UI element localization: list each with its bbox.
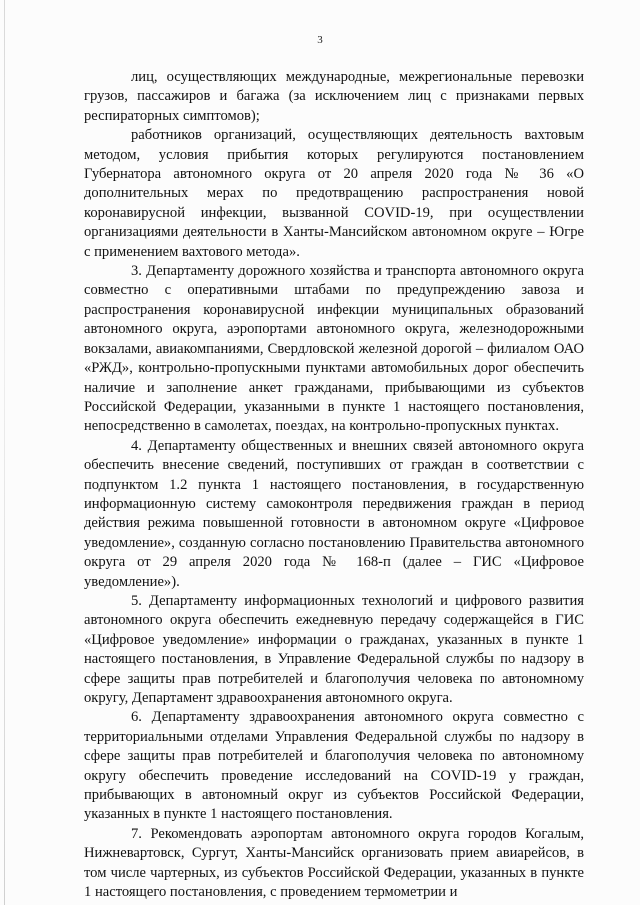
paragraph-item-7: 7. Рекомендовать аэропортам автономного округа городов Когалым, Нижневартовск, Сургут, Ханты-Мансийск организовать прием авиарейсов, в том числе чартерных, из субъектов Российской Федерации, указанных в пункте 1 настоящего постановления, с проведением термометрии и <box>84 825 584 901</box>
paragraph-shift-workers: работников организаций, осуществляющих деятельность вахтовым методом, условия прибытия которых регулируются постановлением Губернатора автономного округа от 20 апреля 2020 года № 36 «О дополнительных мерах по предотвращению распространения новой коронавирусной инфекции, вызванной COVID-19, при осуществлении организациями деятельности в Ханты-Мансийском автономном округе – Югре с применением вахтового метода». <box>84 127 584 260</box>
paragraph-item-3: 3. Департаменту дорожного хозяйства и транспорта автономного округа совместно с оперативными штабами по предупреждению завоза и распространения коронавирусной инфекции муниципальных образований автономного округа, аэропортами автономного округа, железнодорожными вокзалами, авиакомпаниями, Свердловской железной дорогой – филиалом ОАО «РЖД», контрольно-пропускными пунктами автомобильных дорог обеспечить наличие и заполнение анкет гражданами, прибывающими из субъектов Российской Федерации, указанными в пункте 1 настоящего постановления, непосредственно в самолетах, поездах, на контрольно-пропускных пунктах. <box>84 263 584 435</box>
paragraph-item-4: 4. Департаменту общественных и внешних связей автономного округа обеспечить внесение сведений, поступивших от граждан в соответствии с подпунктом 1.2 пункта 1 настоящего постановления, в государственную информационную систему самоконтроля передвижения граждан в период действия режима повышенной готовности в автономном округе «Цифровое уведомление», созданную согласно постановлению Правительства автономного округа от 29 апреля 2020 года № 168-п (далее – ГИС «Цифровое уведомление»). <box>84 437 584 590</box>
page-number: 3 <box>317 34 323 46</box>
paragraph-item-5: 5. Департаменту информационных технологий и цифрового развития автономного округа обеспечить ежедневную передачу содержащейся в ГИС «Цифровое уведомление» информации о гражданах, указанных в пункте 1 настоящего постановления, в Управление Федеральной службы по надзору в сфере защиты прав потребителей и благополучия человека по автономному округу, Департамент здравоохранения автономного округа. <box>84 592 584 706</box>
paragraph-continuation: лиц, осуществляющих международные, межрегиональные перевозки грузов, пассажиров и багажа (за исключением лиц с признаками первых респираторных симптомов); <box>84 69 584 124</box>
scan-edge-shadow <box>4 0 5 905</box>
paragraph-item-6: 6. Департаменту здравоохранения автономного округа совместно с территориальными отделами Управления Федеральной службы по надзору в сфере защиты прав потребителей и благополучия человека по автономному округу обеспечить проведение исследований на COVID-19 у граждан, прибывающих в автономный округ из субъектов Российской Федерации, указанных в пункте 1 настоящего постановления. <box>84 709 584 823</box>
document-body <box>84 68 584 902</box>
